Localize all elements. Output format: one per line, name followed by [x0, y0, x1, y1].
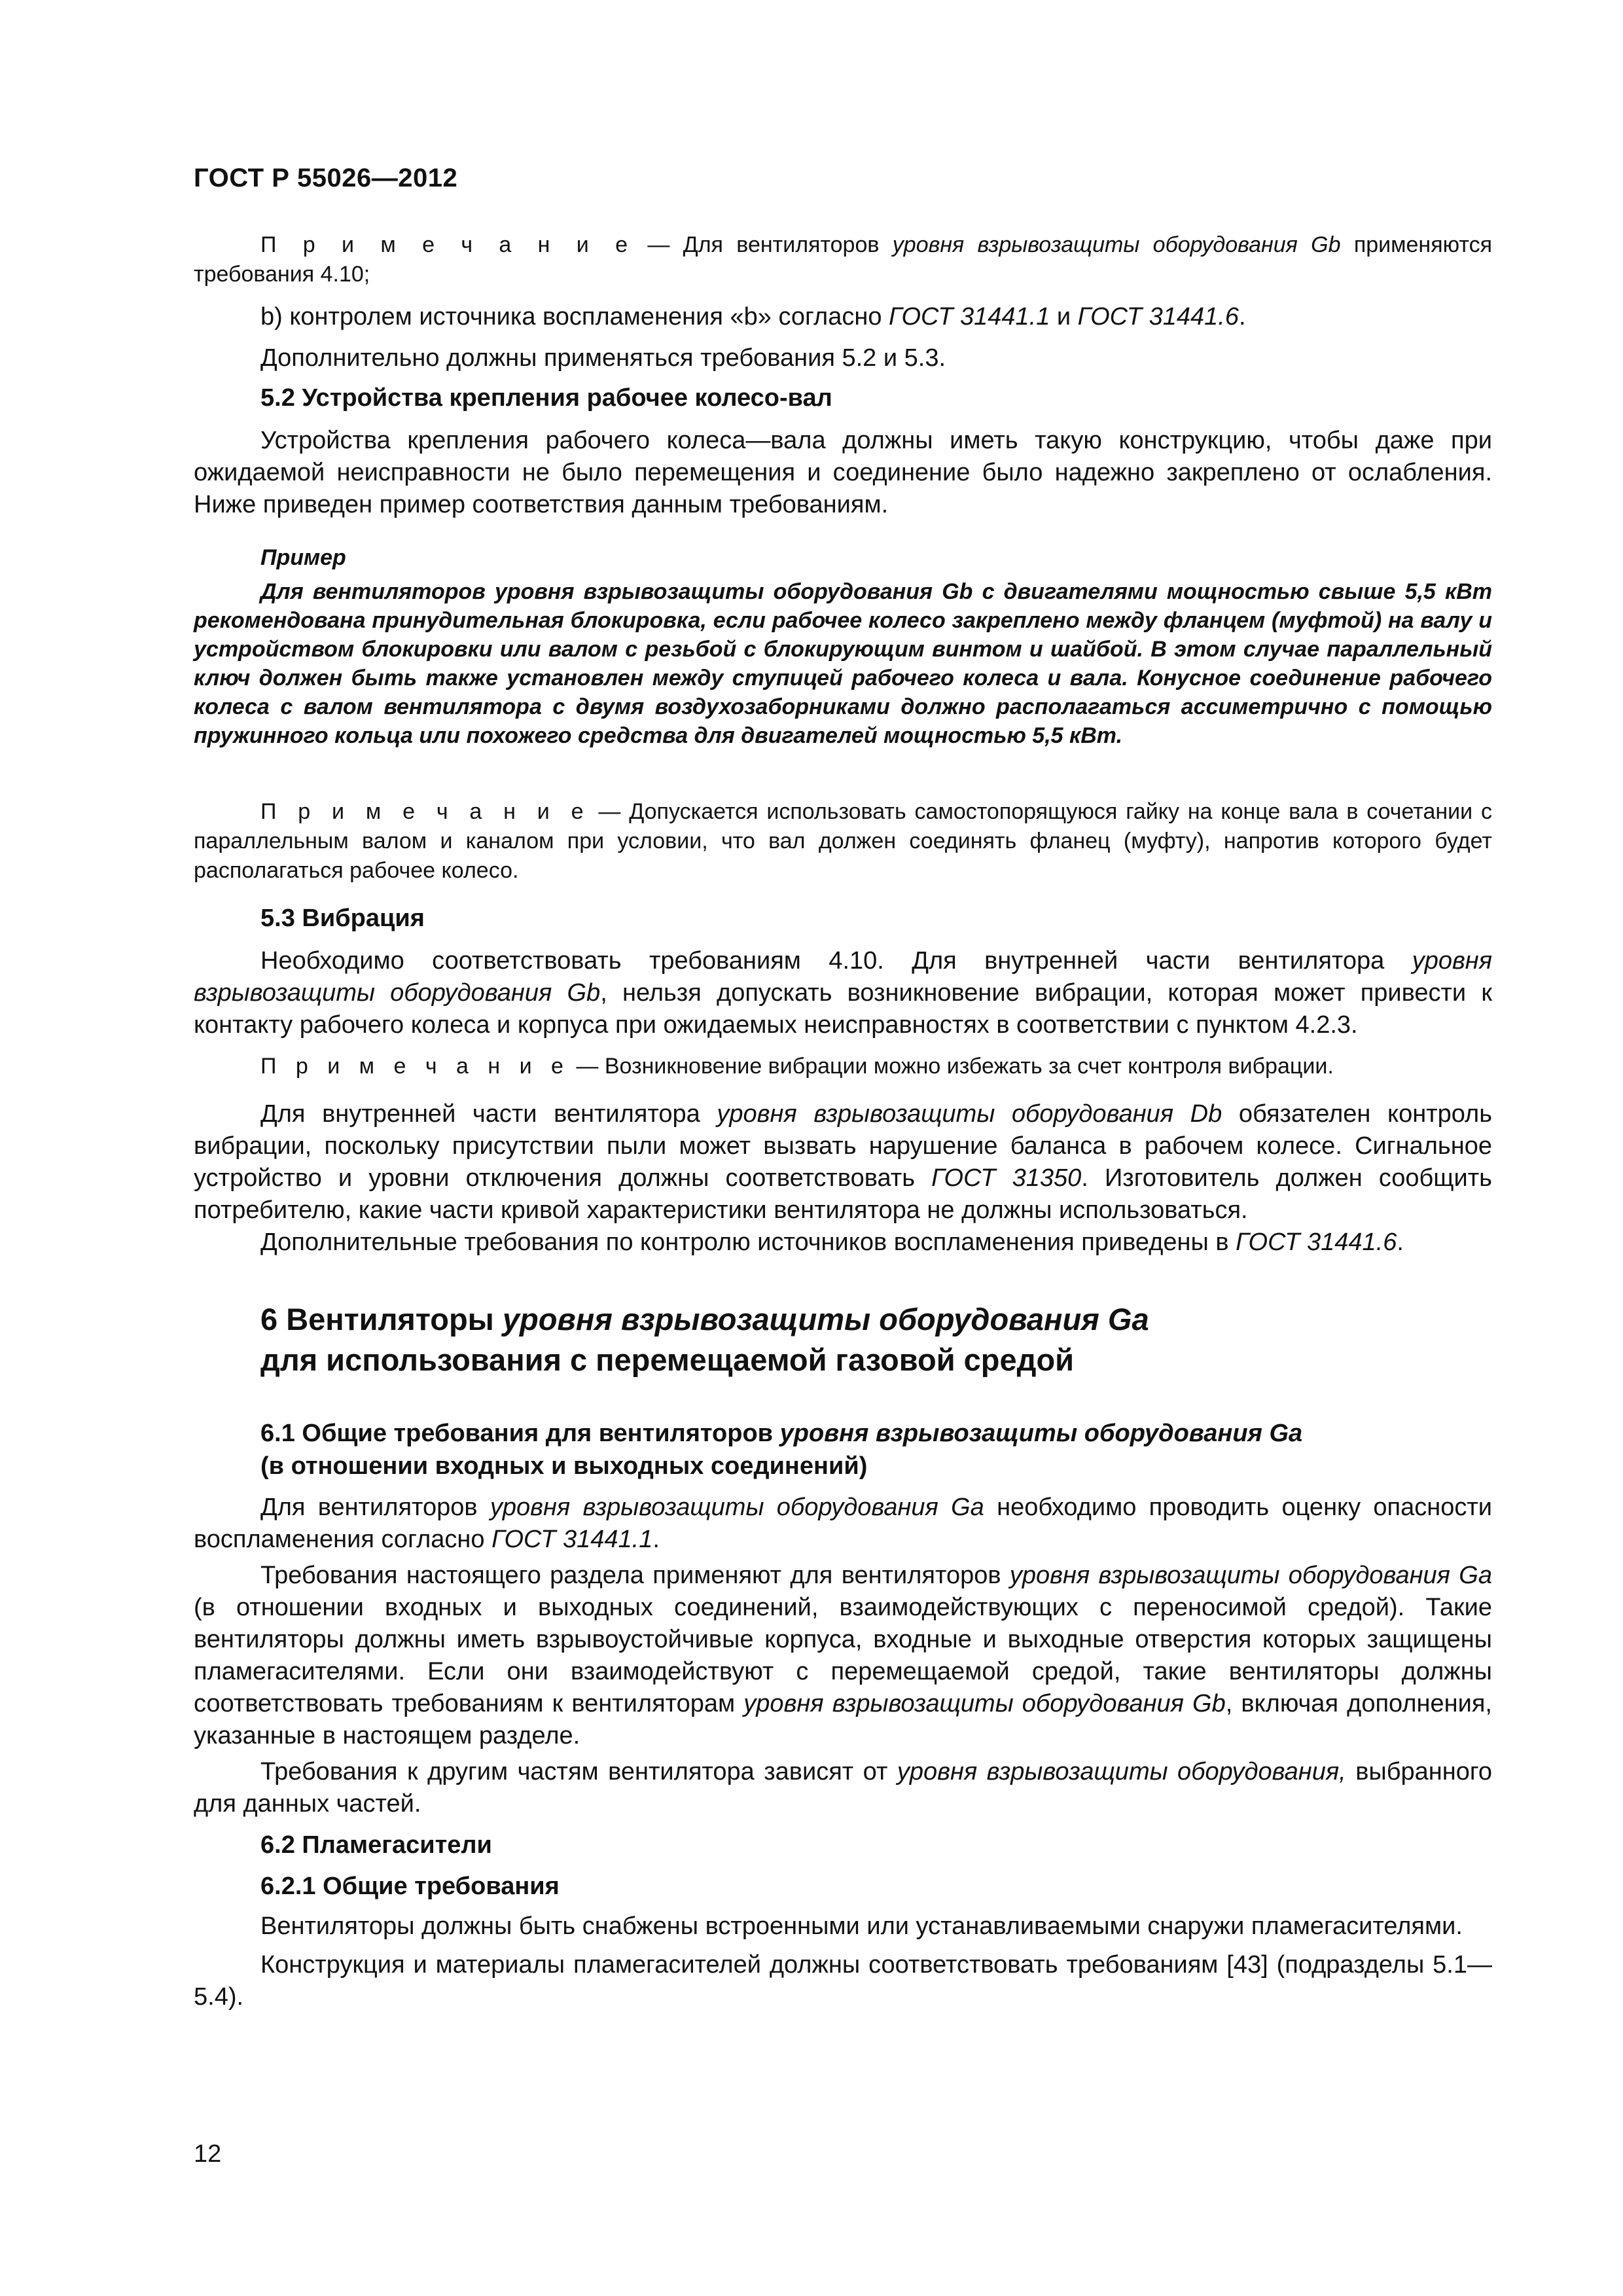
paragraph: Требования настоящего раздела применяют для вентиляторов уровня взрывозащиты оборудования Ga (в отношении входных и выходных соединений, взаимодействующих с переносимой средой). Такие вентиляторы должны иметь взрывоустойчивые корпуса, входные и выходные отверстия которых защищены пламегасителями. Если они взаимодействуют с перемещаемой средой, такие вентиляторы должны соответствовать требованиям к вентиляторам уровня взрывозащиты оборудования Gb, включая дополнения, указанные в настоящем разделе.: [194, 1562, 1492, 1749]
section-heading-5-3: 5.3 Вибрация: [260, 905, 425, 932]
note-paragraph: П р и м е ч а н и е — Для вентиляторов уровня взрывозащиты оборудования Gb применяются требования 4.10;: [194, 232, 1492, 287]
paragraph: Для вентиляторов уровня взрывозащиты оборудования Ga необходимо проводить оценку опасности воспламенения согласно ГОСТ 31441.1.: [194, 1494, 1492, 1553]
paragraph: Необходимо соответствовать требованиям 4.10. Для внутренней части вентилятора уровня взрывозащиты оборудования Gb, нельзя допускать возникновение вибрации, которая может привести к контакту рабочего колеса и корпуса при ожидаемых неисправностях в соответствии с пунктом 4.2.3.: [194, 947, 1492, 1039]
section-heading-6-2: 6.2 Пламегасители: [260, 1831, 492, 1859]
example-title: Пример: [260, 545, 346, 570]
example-block: [194, 543, 1492, 750]
document-body: [194, 230, 1492, 2013]
note-paragraph: П р и м е ч а н и е — Возникновение вибрации можно избежать за счет контроля вибрации.: [260, 1054, 1334, 1079]
example-body: Для вентиляторов уровня взрывозащиты оборудования Gb с двигателями мощностью свыше 5,5 кВт рекомендована принудительная блокировка, если рабочее колесо закреплено между фланцем (муфтой) на валу и устройством блокировки или валом с резьбой с блокирующим винтом и шайбой. В этом случае параллельный ключ должен быть также установлен между ступицей рабочего колеса и вала. Конусное соединение рабочего колеса с валом вентилятора с двумя воздухозаборниками должно располагаться ассиметрично с помощью пружинного кольца или похожего средства для двигателей мощностью 5,5 кВт.: [194, 579, 1492, 748]
document-header: ГОСТ Р 55026—2012: [194, 164, 458, 192]
paragraph: Вентиляторы должны быть снабжены встроенными или устанавливаемыми снаружи пламегасителями.: [260, 1912, 1463, 1940]
page-number: 12: [194, 2140, 222, 2168]
section-heading-6-1: 6.1 Общие требования для вентиляторов уровня взрывозащиты оборудования Ga (в отношении входных и выходных соединений): [260, 1420, 1303, 1480]
paragraph: Устройства крепления рабочего колеса—вала должны иметь такую конструкцию, чтобы даже при ожидаемой неисправности не было перемещения и соединение было надежно закреплено от ослабления. Ниже приведен пример соответствия данным требованиям.: [194, 427, 1492, 518]
list-item-b: b) контролем источника воспламенения «b» согласно ГОСТ 31441.1 и ГОСТ 31441.6.: [260, 303, 1246, 331]
section-heading-5-2: 5.2 Устройства крепления рабочее колесо-вал: [260, 384, 832, 412]
paragraph: Конструкция и материалы пламегасителей должны соответствовать требованиям [43] (подразделы 5.1—5.4).: [194, 1951, 1492, 2011]
paragraph: Дополнительные требования по контролю источников воспламенения приведены в ГОСТ 31441.6.: [260, 1229, 1404, 1256]
paragraph: Дополнительно должны применяться требования 5.2 и 5.3.: [260, 344, 946, 372]
section-heading-6: 6 Вентиляторы уровня взрывозащиты оборудования Ga для использования с перемещаемой газовой средой: [260, 1302, 1149, 1377]
paragraph: Для внутренней части вентилятора уровня взрывозащиты оборудования Db обязателен контроль вибрации, поскольку присутствии пыли может вызвать нарушение баланса в рабочем колесе. Сигнальное устройство и уровни отключения должны соответствовать ГОСТ 31350. Изготовитель должен сообщить потребителю, какие части кривой характеристики вентилятора не должны использоваться.: [194, 1100, 1493, 1224]
note-paragraph: П р и м е ч а н и е — Допускается использовать самостопорящуюся гайку на конце вала в сочетании с параллельным валом и каналом при условии, что вал должен соединять фланец (муфту), напротив которого будет располагаться рабочее колесо.: [194, 799, 1492, 883]
paragraph: Требования к другим частям вентилятора зависят от уровня взрывозащиты оборудования, выбранного для данных частей.: [194, 1758, 1492, 1818]
section-heading-6-2-1: 6.2.1 Общие требования: [260, 1873, 560, 1900]
note-label: П р и м е ч а н и е: [260, 232, 634, 257]
